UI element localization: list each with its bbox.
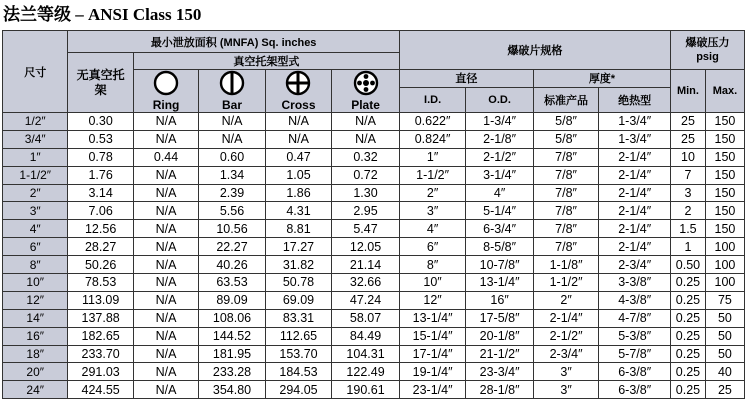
max-pressure-cell: 40 (705, 363, 744, 381)
outer-diameter-cell: 1-3/4″ (466, 113, 534, 131)
table-row (3, 220, 745, 238)
min-pressure-cell: 3 (671, 184, 706, 202)
max-pressure-cell: 100 (705, 274, 744, 292)
table-row (3, 345, 745, 363)
standard-thickness-cell: 7/8″ (533, 166, 598, 184)
bar-area-cell: 2.39 (199, 184, 265, 202)
max-pressure-cell: 150 (705, 148, 744, 166)
inner-diameter-cell: 0.824″ (399, 130, 465, 148)
plate-area-cell: 12.05 (332, 238, 400, 256)
vacuum-type-header: 真空托架型式 (133, 53, 399, 70)
cross-area-cell: 69.09 (265, 291, 331, 309)
vacuum-type-plate (332, 70, 400, 113)
ring-area-cell: N/A (133, 220, 198, 238)
cross-area-cell: 50.78 (265, 274, 331, 292)
bar-area-cell: N/A (199, 113, 265, 131)
outer-diameter-cell: 2-1/8″ (466, 130, 534, 148)
ring-area-cell: N/A (133, 202, 198, 220)
inner-diameter-cell: 1″ (399, 148, 465, 166)
no-vacuum-area-cell: 78.53 (68, 274, 133, 292)
no-vacuum-area-cell: 233.70 (68, 345, 133, 363)
standard-thickness-cell: 1-1/2″ (533, 274, 598, 292)
bar-area-cell: 5.56 (199, 202, 265, 220)
ring-icon (153, 70, 179, 96)
cross-area-cell: 1.05 (265, 166, 331, 184)
outer-diameter-cell: 17-5/8″ (466, 309, 534, 327)
page-title: 法兰等级 – ANSI Class 150 (3, 5, 202, 24)
inner-diameter-cell: 3″ (399, 202, 465, 220)
plate-area-cell: 0.72 (332, 166, 400, 184)
min-header: Min. (671, 70, 706, 113)
table-row (3, 309, 745, 327)
bar-area-cell: 0.60 (199, 148, 265, 166)
table-row (3, 113, 745, 131)
inner-diameter-cell: 12″ (399, 291, 465, 309)
outer-diameter-cell: 5-1/4″ (466, 202, 534, 220)
id-header: I.D. (399, 87, 465, 112)
bar-area-cell: 1.34 (199, 166, 265, 184)
outer-diameter-cell: 28-1/8″ (466, 381, 534, 399)
ring-area-cell: N/A (133, 256, 198, 274)
plate-area-cell: 58.07 (332, 309, 400, 327)
no-vacuum-area-cell: 28.27 (68, 238, 133, 256)
outer-diameter-cell: 20-1/8″ (466, 327, 534, 345)
max-pressure-cell: 150 (705, 202, 744, 220)
ring-area-cell: N/A (133, 381, 198, 399)
standard-thickness-cell: 3″ (533, 363, 598, 381)
max-pressure-cell: 50 (705, 345, 744, 363)
standard-thickness-cell: 7/8″ (533, 220, 598, 238)
max-pressure-cell: 50 (705, 327, 744, 345)
max-pressure-cell: 150 (705, 184, 744, 202)
table-row (3, 202, 745, 220)
insulated-thickness-cell: 4-7/8″ (599, 309, 671, 327)
max-pressure-cell: 150 (705, 130, 744, 148)
insulated-thickness-cell: 2-1/4″ (599, 202, 671, 220)
min-pressure-cell: 2 (671, 202, 706, 220)
plate-area-cell: 190.61 (332, 381, 400, 399)
insulated-thickness-cell: 2-1/4″ (599, 184, 671, 202)
min-pressure-cell: 0.50 (671, 256, 706, 274)
plate-area-cell: 0.32 (332, 148, 400, 166)
plate-label: Plate (351, 98, 380, 112)
insulated-thickness-cell: 2-1/4″ (599, 166, 671, 184)
no-vacuum-area-cell: 0.53 (68, 130, 133, 148)
max-pressure-cell: 150 (705, 166, 744, 184)
insulated-thickness-cell: 1-3/4″ (599, 130, 671, 148)
standard-thickness-cell: 5/8″ (533, 130, 598, 148)
ring-area-cell: N/A (133, 291, 198, 309)
table-row (3, 130, 745, 148)
cross-area-cell: 83.31 (265, 309, 331, 327)
outer-diameter-cell: 21-1/2″ (466, 345, 534, 363)
standard-thickness-cell: 7/8″ (533, 202, 598, 220)
rupture-spec-header: 爆破片规格 (399, 31, 670, 70)
rupture-disc-spec-table (2, 30, 745, 399)
size-cell: 6″ (3, 238, 68, 256)
ring-label: Ring (152, 98, 180, 112)
insulated-thickness-cell: 2-1/4″ (599, 148, 671, 166)
bar-area-cell: 89.09 (199, 291, 265, 309)
plate-area-cell: N/A (332, 113, 400, 131)
standard-thickness-cell: 5/8″ (533, 113, 598, 131)
plate-area-cell: 1.30 (332, 184, 400, 202)
no-vacuum-area-cell: 12.56 (68, 220, 133, 238)
inner-diameter-cell: 1-1/2″ (399, 166, 465, 184)
no-vacuum-area-cell: 0.78 (68, 148, 133, 166)
ring-area-cell: N/A (133, 363, 198, 381)
inner-diameter-cell: 15-1/4″ (399, 327, 465, 345)
table-row (3, 148, 745, 166)
od-header: O.D. (466, 87, 534, 112)
table-row (3, 381, 745, 399)
inner-diameter-cell: 0.622″ (399, 113, 465, 131)
cross-area-cell: 112.65 (265, 327, 331, 345)
table-row (3, 291, 745, 309)
vacuum-type-bar (199, 70, 265, 113)
size-cell: 18″ (3, 345, 68, 363)
no-vacuum-area-cell: 1.76 (68, 166, 133, 184)
min-pressure-cell: 0.25 (671, 327, 706, 345)
insulated-thickness-cell: 5-7/8″ (599, 345, 671, 363)
insulated-thickness-cell: 2-3/4″ (599, 256, 671, 274)
size-cell: 10″ (3, 274, 68, 292)
outer-diameter-cell: 4″ (466, 184, 534, 202)
max-pressure-cell: 75 (705, 291, 744, 309)
inner-diameter-cell: 10″ (399, 274, 465, 292)
burst-pressure-header (671, 31, 745, 70)
size-cell: 20″ (3, 363, 68, 381)
standard-thickness-cell: 7/8″ (533, 238, 598, 256)
diameter-header: 直径 (399, 70, 533, 88)
bar-area-cell: 22.27 (199, 238, 265, 256)
standard-header: 标准产品 (533, 87, 598, 112)
outer-diameter-cell: 13-1/4″ (466, 274, 534, 292)
max-pressure-cell: 150 (705, 220, 744, 238)
plate-area-cell: 84.49 (332, 327, 400, 345)
outer-diameter-cell: 10-7/8″ (466, 256, 534, 274)
size-cell: 4″ (3, 220, 68, 238)
min-pressure-cell: 0.25 (671, 345, 706, 363)
cross-area-cell: N/A (265, 113, 331, 131)
insulated-thickness-cell: 6-3/8″ (599, 363, 671, 381)
min-pressure-cell: 1.5 (671, 220, 706, 238)
min-pressure-cell: 0.25 (671, 363, 706, 381)
cross-area-cell: 153.70 (265, 345, 331, 363)
insulated-thickness-cell: 1-3/4″ (599, 113, 671, 131)
bar-area-cell: 108.06 (199, 309, 265, 327)
mnfa-header: 最小泄放面积 (MNFA) Sq. inches (68, 31, 399, 53)
table-row (3, 256, 745, 274)
size-cell: 3″ (3, 202, 68, 220)
insulated-thickness-cell: 4-3/8″ (599, 291, 671, 309)
min-pressure-cell: 10 (671, 148, 706, 166)
plate-area-cell: 32.66 (332, 274, 400, 292)
cross-area-cell: 184.53 (265, 363, 331, 381)
min-pressure-cell: 25 (671, 113, 706, 131)
plate-area-cell: 104.31 (332, 345, 400, 363)
size-cell: 8″ (3, 256, 68, 274)
standard-thickness-cell: 1-1/8″ (533, 256, 598, 274)
bar-area-cell: 181.95 (199, 345, 265, 363)
plate-area-cell: 122.49 (332, 363, 400, 381)
ring-area-cell: N/A (133, 309, 198, 327)
size-cell: 1/2″ (3, 113, 68, 131)
ring-area-cell: N/A (133, 166, 198, 184)
max-header: Max. (705, 70, 744, 113)
insulated-thickness-cell: 3-3/8″ (599, 274, 671, 292)
outer-diameter-cell: 2-1/2″ (466, 148, 534, 166)
vacuum-type-cross (265, 70, 331, 113)
no-vacuum-area-cell: 182.65 (68, 327, 133, 345)
plate-area-cell: 5.47 (332, 220, 400, 238)
bar-area-cell: N/A (199, 130, 265, 148)
no-vacuum-area-cell: 137.88 (68, 309, 133, 327)
size-cell: 12″ (3, 291, 68, 309)
ring-area-cell: N/A (133, 238, 198, 256)
cross-area-cell: 294.05 (265, 381, 331, 399)
table-row (3, 184, 745, 202)
size-header: 尺寸 (3, 31, 68, 113)
table-body (3, 113, 745, 399)
size-cell: 14″ (3, 309, 68, 327)
outer-diameter-cell: 3-1/4″ (466, 166, 534, 184)
cross-label: Cross (281, 98, 316, 112)
inner-diameter-cell: 8″ (399, 256, 465, 274)
max-pressure-cell: 25 (705, 381, 744, 399)
inner-diameter-cell: 23-1/4″ (399, 381, 465, 399)
bar-area-cell: 354.80 (199, 381, 265, 399)
standard-thickness-cell: 2-3/4″ (533, 345, 598, 363)
table-row (3, 327, 745, 345)
standard-thickness-cell: 7/8″ (533, 184, 598, 202)
table-row (3, 363, 745, 381)
insulated-thickness-cell: 6-3/8″ (599, 381, 671, 399)
ring-area-cell: N/A (133, 184, 198, 202)
standard-thickness-cell: 2″ (533, 291, 598, 309)
plate-area-cell: 2.95 (332, 202, 400, 220)
thickness-header: 厚度* (533, 70, 670, 88)
cross-icon (285, 70, 311, 96)
ring-area-cell: N/A (133, 113, 198, 131)
insulated-header: 绝热型 (599, 87, 671, 112)
table-row (3, 238, 745, 256)
insulated-thickness-cell: 5-3/8″ (599, 327, 671, 345)
outer-diameter-cell: 6-3/4″ (466, 220, 534, 238)
cross-area-cell: N/A (265, 130, 331, 148)
standard-thickness-cell: 2-1/2″ (533, 327, 598, 345)
max-pressure-cell: 100 (705, 238, 744, 256)
standard-thickness-cell: 2-1/4″ (533, 309, 598, 327)
cross-area-cell: 0.47 (265, 148, 331, 166)
size-cell: 3/4″ (3, 130, 68, 148)
inner-diameter-cell: 4″ (399, 220, 465, 238)
cross-area-cell: 1.86 (265, 184, 331, 202)
no-vacuum-area-cell: 7.06 (68, 202, 133, 220)
ring-area-cell: N/A (133, 274, 198, 292)
inner-diameter-cell: 19-1/4″ (399, 363, 465, 381)
inner-diameter-cell: 2″ (399, 184, 465, 202)
size-cell: 1-1/2″ (3, 166, 68, 184)
plate-icon (353, 70, 379, 96)
bar-icon (219, 70, 245, 96)
inner-diameter-cell: 13-1/4″ (399, 309, 465, 327)
bar-area-cell: 144.52 (199, 327, 265, 345)
insulated-thickness-cell: 2-1/4″ (599, 238, 671, 256)
size-cell: 16″ (3, 327, 68, 345)
burst-pressure-label: 爆破压力 (685, 37, 730, 49)
cross-area-cell: 4.31 (265, 202, 331, 220)
no-vacuum-area-cell: 291.03 (68, 363, 133, 381)
max-pressure-cell: 100 (705, 256, 744, 274)
min-pressure-cell: 0.25 (671, 381, 706, 399)
size-cell: 2″ (3, 184, 68, 202)
psig-label: psig (696, 51, 719, 63)
standard-thickness-cell: 3″ (533, 381, 598, 399)
plate-area-cell: N/A (332, 130, 400, 148)
no-vacuum-area-cell: 50.26 (68, 256, 133, 274)
ring-area-cell: N/A (133, 345, 198, 363)
table-row (3, 166, 745, 184)
bar-area-cell: 233.28 (199, 363, 265, 381)
cross-area-cell: 31.82 (265, 256, 331, 274)
cross-area-cell: 17.27 (265, 238, 331, 256)
table-row (3, 274, 745, 292)
no-vacuum-area-cell: 424.55 (68, 381, 133, 399)
ring-area-cell: 0.44 (133, 148, 198, 166)
bar-label: Bar (222, 98, 243, 112)
vacuum-type-ring (133, 70, 198, 113)
bar-area-cell: 63.53 (199, 274, 265, 292)
ring-area-cell: N/A (133, 327, 198, 345)
min-pressure-cell: 25 (671, 130, 706, 148)
ring-area-cell: N/A (133, 130, 198, 148)
standard-thickness-cell: 7/8″ (533, 148, 598, 166)
outer-diameter-cell: 8-5/8″ (466, 238, 534, 256)
bar-area-cell: 40.26 (199, 256, 265, 274)
min-pressure-cell: 0.25 (671, 291, 706, 309)
no-vacuum-area-cell: 0.30 (68, 113, 133, 131)
plate-area-cell: 21.14 (332, 256, 400, 274)
outer-diameter-cell: 16″ (466, 291, 534, 309)
min-pressure-cell: 1 (671, 238, 706, 256)
insulated-thickness-cell: 2-1/4″ (599, 220, 671, 238)
bar-area-cell: 10.56 (199, 220, 265, 238)
inner-diameter-cell: 17-1/4″ (399, 345, 465, 363)
cross-area-cell: 8.81 (265, 220, 331, 238)
max-pressure-cell: 150 (705, 113, 744, 131)
outer-diameter-cell: 23-3/4″ (466, 363, 534, 381)
min-pressure-cell: 0.25 (671, 274, 706, 292)
size-cell: 1″ (3, 148, 68, 166)
min-pressure-cell: 0.25 (671, 309, 706, 327)
no-vacuum-area-cell: 3.14 (68, 184, 133, 202)
max-pressure-cell: 50 (705, 309, 744, 327)
size-cell: 24″ (3, 381, 68, 399)
inner-diameter-cell: 6″ (399, 238, 465, 256)
plate-area-cell: 47.24 (332, 291, 400, 309)
no-vacuum-area-cell: 113.09 (68, 291, 133, 309)
min-pressure-cell: 7 (671, 166, 706, 184)
no-vacuum-header: 无真空托架 (68, 53, 133, 113)
